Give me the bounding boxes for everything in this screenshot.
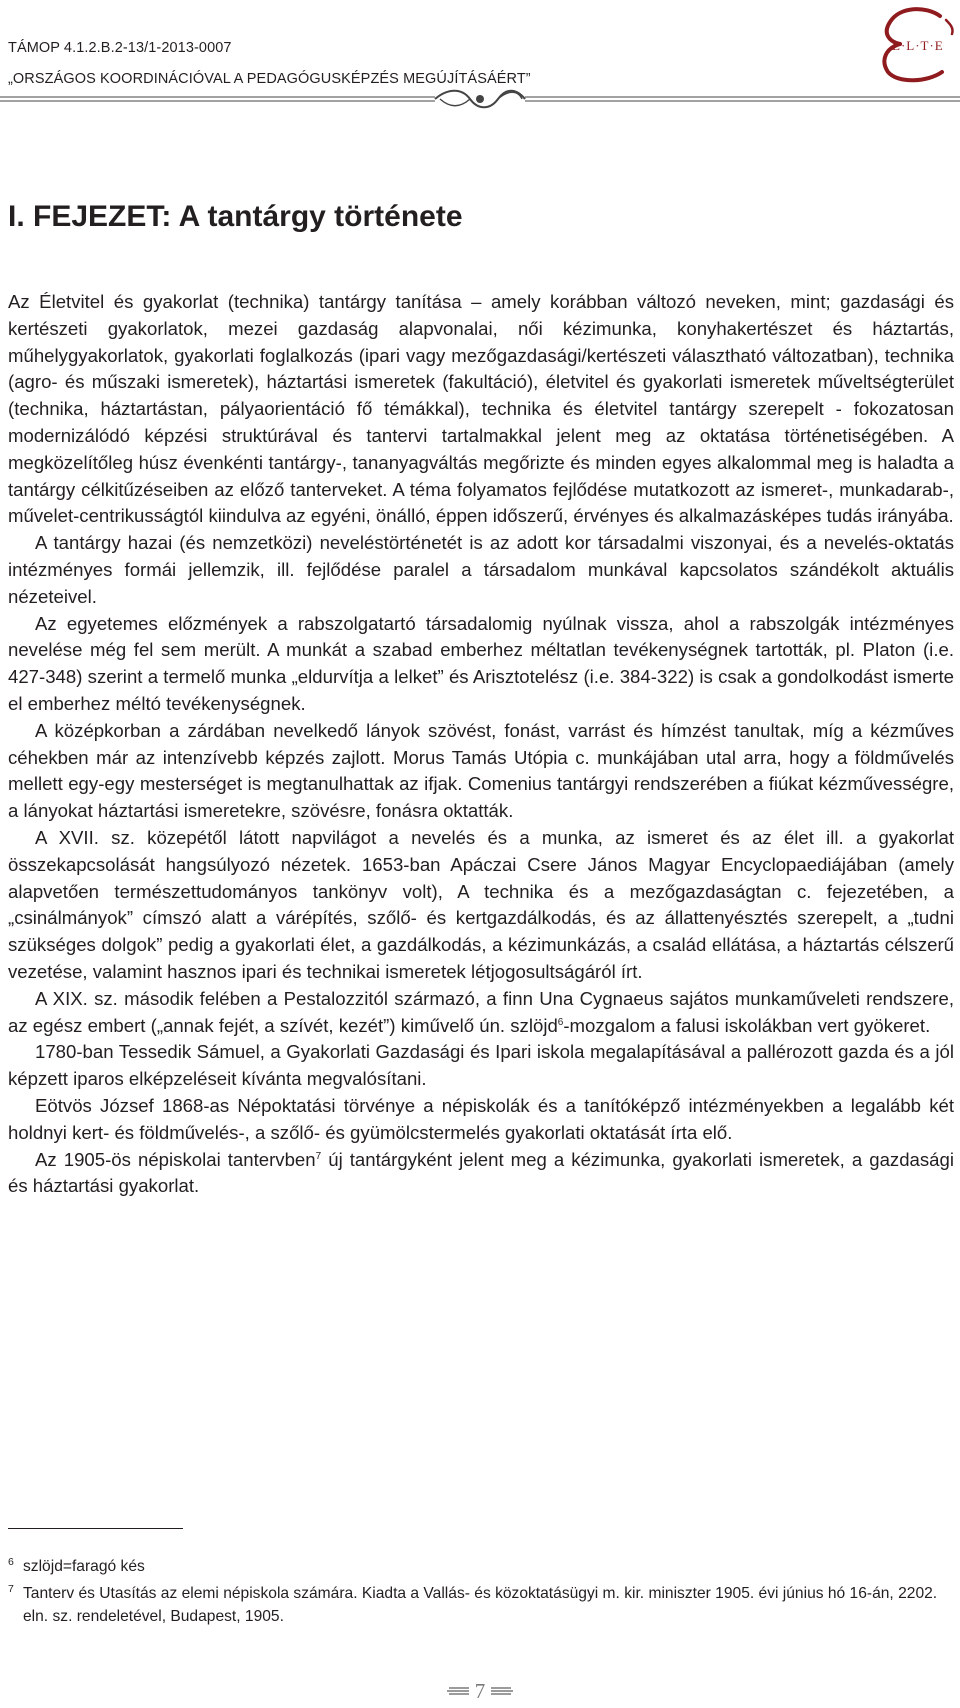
paragraph-9-text: Az 1905-ös népiskolai tantervben xyxy=(35,1148,316,1170)
footnote-number: 6 xyxy=(8,1556,14,1568)
project-title: „ORSZÁGOS KOORDINÁCIÓVAL A PEDAGÓGUSKÉPZÉS MEGÚJÍTÁSÁÉRT” xyxy=(8,71,531,87)
paragraph-1: Az Életvitel és gyakorlat (technika) tantárgy tanítása – amely korábban változó neveken, mint; gazdasági és kertészeti gyakorlatok, mezei gazdaság alapvonalai, női kézimunka, konyhakertészet és háztartás, műhelygyakorlatok, gyakorlati foglalkozás (ipari vagy mezőgazdasági/kertészeti választható változatban), technika (agro- és műszaki ismeretek), háztartási ismeretek (fakultáció), életvitel és gyakorlati ismeretek műveltségterület (technika, háztartástan, pályaorientáció fő témákkal), technika és életvitel tantárgy szerepelt - fokozatosan modernizálódó képzési struktúrával és tantervi tartalmakkal jelent meg az oktatása történetiségében. A megközelítőleg húsz évenkénti tantárgy-, tananyagváltás megőrizte és minden egyes alkalommal meg is haladta a tantárgy célkitűzéseiben az előző tanterveket. A téma folyamatos fejlődése mutatkozott az ismeret-, munkadarab-, művelet-centrikusságtól kiindulva az egyéni, önálló, éppen időszerű, érvényes és alkalmazásképes tudás irányába. xyxy=(8,291,954,527)
page-header xyxy=(0,0,960,120)
header-ornament-divider xyxy=(0,86,960,116)
chapter-title: I. FEJEZET: A tantárgy története xyxy=(8,200,463,233)
page-number-text: 7 xyxy=(474,1678,486,1703)
footnote-6 xyxy=(8,1555,954,1578)
paragraph-3: Az egyetemes előzmények a rabszolgatartó társadalomig nyúlnak vissza, ahol a rabszolgák intézményes nevelése még fel sem merült. A munkát a szabad emberhez méltatlan tevékenységnek tartották, pl. Platon (i.e. 427-348) szerint a termelő munka „eldurvítja a lelket” és Arisztotelész (i.e. 384-322) is csak a gondolkodást ismerte el emberhez méltó tevékenységnek. xyxy=(8,612,954,714)
footnote-ref-6[interactable]: 6 xyxy=(557,1016,564,1028)
footnotes xyxy=(8,1555,954,1632)
paragraph-2: A tantárgy hazai (és nemzetközi) neveléstörténetét is az adott kor társadalmi viszonyai, és a nevelés-oktatás intézményes formái jellemzik, ill. fejlődése paralel a társadalom munkával kapcsolatos szándékolt aktuális nézeteivel. xyxy=(8,532,954,607)
paragraph-9 xyxy=(8,1147,954,1201)
footnote-separator xyxy=(8,1528,183,1529)
paragraph-9-text-cont: új tantárgyként jelent meg a kézimunka, gyakorlati ismeretek, a gazdasági és háztartási gyakorlat. xyxy=(8,1148,954,1197)
elte-logo xyxy=(842,4,960,84)
footnote-7 xyxy=(8,1582,954,1628)
paragraph-5: A XVII. sz. közepétől látott napvilágot a nevelés és a munka, az ismeret és az élet ill. a gyakorlat összekapcsolását hangsúlyozó nézetek. 1653-ban Apáczai Csere János Magyar Encyclopaediájában (amely alapvetően természettudományos tankönyv volt), A technika és a mezőgazdaságtan c. fejezetében, a „csinálmányok” címszó alatt a várépítés, szőlő- és kertgazdálkodás, és az állattenyésztés szerepelt, a „tudni szükséges dolgok” pedig a gyakorlati élet, a gazdálkodás, a kézimunkázás, a család ellátása, a háztartás célszerű vezetése, valamint hasznos ipari és technikai ismeretek létjogosultságáról írt. xyxy=(8,826,954,982)
paragraph-6-text: A XIX. sz. második felében a Pestalozzitól származó, a finn Una Cygnaeus sajátos munkaműveleti rendszere, az egész embert („annak fejét, a szívét, kezét”) kiművelő ún. szlöjd xyxy=(8,987,954,1036)
logo-lettering: E·L·T·E xyxy=(892,38,944,53)
footnote-text: szlöjd=faragó kés xyxy=(23,1558,145,1575)
paragraph-4: A középkorban a zárdában nevelkedő lányok szövést, fonást, varrást és hímzést tanultak, míg a kézműves céhekben már az intenzívebb képzés zajlott. Morus Tamás Utópia c. munkájában utal arra, hogy a földművelés mellett egy-egy mesterséget is megtanulhattak az ifjak. Comenius tantárgyi rendszerében a fiúkat kézművességre, a lányokat háztartási ismeretekre, szövésre, fonásra oktatták. xyxy=(8,719,954,822)
project-code: TÁMOP 4.1.2.B.2-13/1-2013-0007 xyxy=(8,40,232,56)
footnote-number: 7 xyxy=(8,1583,14,1595)
footnote-text: Tanterv és Utasítás az elemi népiskola számára. Kiadta a Vallás- és közoktatásügyi m. kir. miniszter 1905. évi június hó 16-án, 2202. eln. sz. rendeletével, Budapest, 1905. xyxy=(23,1585,938,1625)
paragraph-7: 1780-ban Tessedik Sámuel, a Gyakorlati Gazdasági és Ipari iskola megalapításával a pallérozott gazda és a jól képzett iparos elképzeléseit kívánta megvalósítani. xyxy=(8,1041,954,1090)
paragraph-6-text-cont: -mozgalom a falusi iskolákban vert gyökeret. xyxy=(563,1014,931,1036)
triple-dash-right-icon xyxy=(491,1686,513,1696)
triple-dash-left-icon xyxy=(447,1686,469,1696)
page-number xyxy=(428,1680,532,1702)
paragraph-6 xyxy=(8,986,954,1040)
paragraph-8: Eötvös József 1868-as Népoktatási törvénye a népiskolák és a tanítóképző intézményekben a legalább két holdnyi kert- és földművelés-, a szőlő- és gyümölcstermelés gyakorlati oktatását írta elő. xyxy=(8,1094,954,1143)
main-text xyxy=(8,289,954,1200)
footnote-ref-7[interactable]: 7 xyxy=(315,1150,322,1162)
